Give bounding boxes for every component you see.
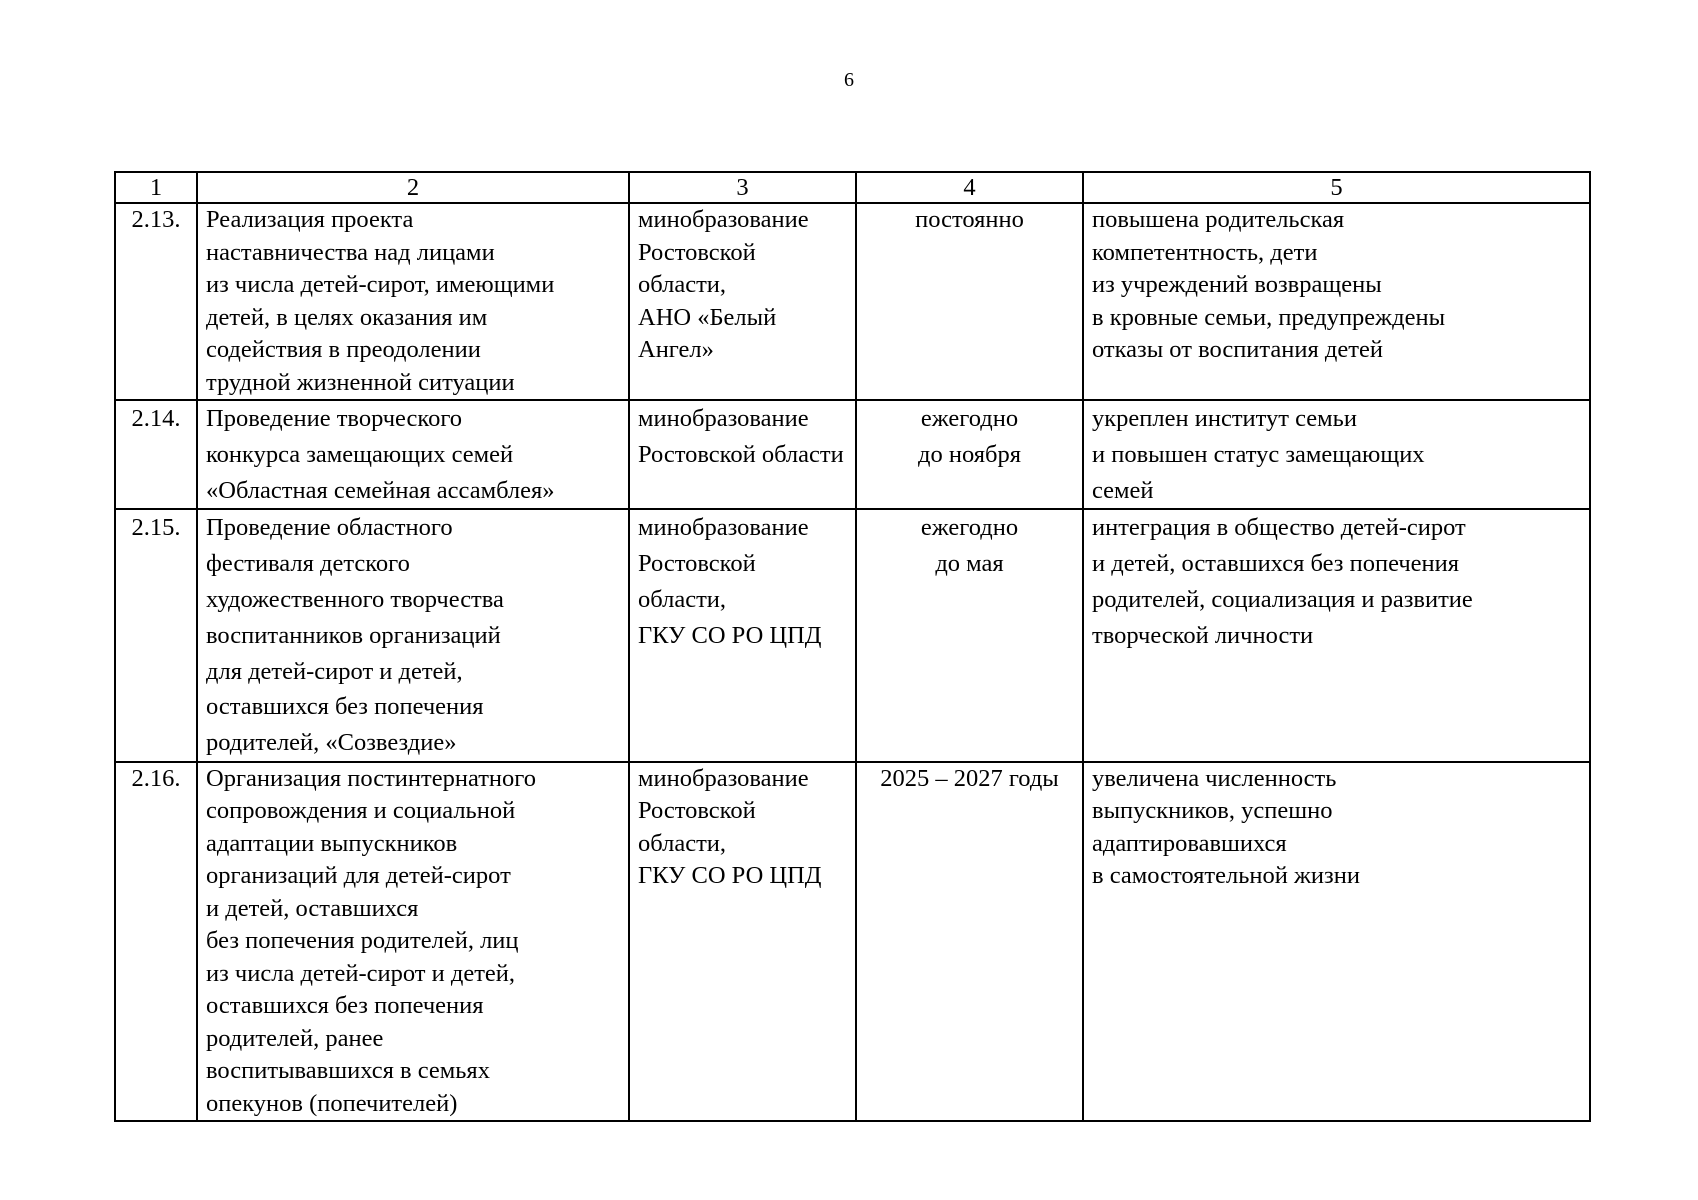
deadline-cell: 2025 – 2027 годы	[856, 762, 1083, 1122]
result-cell: повышена родительская компетентность, дети из учреждений возвращены в кровные семьи, предупреждены отказы от воспитания детей	[1083, 203, 1590, 400]
column-header: 3	[629, 172, 856, 203]
activity-cell: Проведение областного фестиваля детского художественного творчества воспитанников организаций для детей-сирот и детей, оставшихся без попечения родителей, «Созвездие»	[197, 509, 629, 762]
result-cell: увеличена численность выпускников, успешно адаптировавшихся в самостоятельной жизни	[1083, 762, 1590, 1122]
column-header: 2	[197, 172, 629, 203]
deadline-cell: постоянно	[856, 203, 1083, 400]
responsible-cell: минобразование Ростовской области, ГКУ СО РО ЦПД	[629, 762, 856, 1122]
row-number-cell: 2.14.	[115, 400, 197, 509]
responsible-cell: минобразование Ростовской области	[629, 400, 856, 509]
column-header: 5	[1083, 172, 1590, 203]
responsible-cell: минобразование Ростовской области, ГКУ СО РО ЦПД	[629, 509, 856, 762]
result-cell: укреплен институт семьи и повышен статус замещающих семей	[1083, 400, 1590, 509]
row-number-cell: 2.13.	[115, 203, 197, 400]
column-header: 4	[856, 172, 1083, 203]
result-cell: интеграция в общество детей-сирот и детей, оставшихся без попечения родителей, социализация и развитие творческой личности	[1083, 509, 1590, 762]
deadline-cell: ежегодно до ноября	[856, 400, 1083, 509]
responsible-cell: минобразование Ростовской области, АНО «Белый Ангел»	[629, 203, 856, 400]
activity-cell: Проведение творческого конкурса замещающих семей «Областная семейная ассамблея»	[197, 400, 629, 509]
measures-table	[114, 171, 1591, 1122]
activity-cell: Реализация проекта наставничества над лицами из числа детей-сирот, имеющими детей, в целях оказания им содействия в преодолении трудной жизненной ситуации	[197, 203, 629, 400]
column-header: 1	[115, 172, 197, 203]
table-header-row	[115, 172, 1590, 203]
deadline-cell: ежегодно до мая	[856, 509, 1083, 762]
row-number-cell: 2.15.	[115, 509, 197, 762]
table-row	[115, 509, 1590, 762]
row-number-cell: 2.16.	[115, 762, 197, 1122]
table-row	[115, 762, 1590, 1122]
activity-cell: Организация постинтернатного сопровождения и социальной адаптации выпускников организаций для детей-сирот и детей, оставшихся без попечения родителей, лиц из числа детей-сирот и детей, оставшихся без попечения родителей, ранее воспитывавшихся в семьях опекунов (попечителей)	[197, 762, 629, 1122]
table-row	[115, 400, 1590, 509]
page-number: 6	[844, 69, 854, 91]
table-row	[115, 203, 1590, 400]
